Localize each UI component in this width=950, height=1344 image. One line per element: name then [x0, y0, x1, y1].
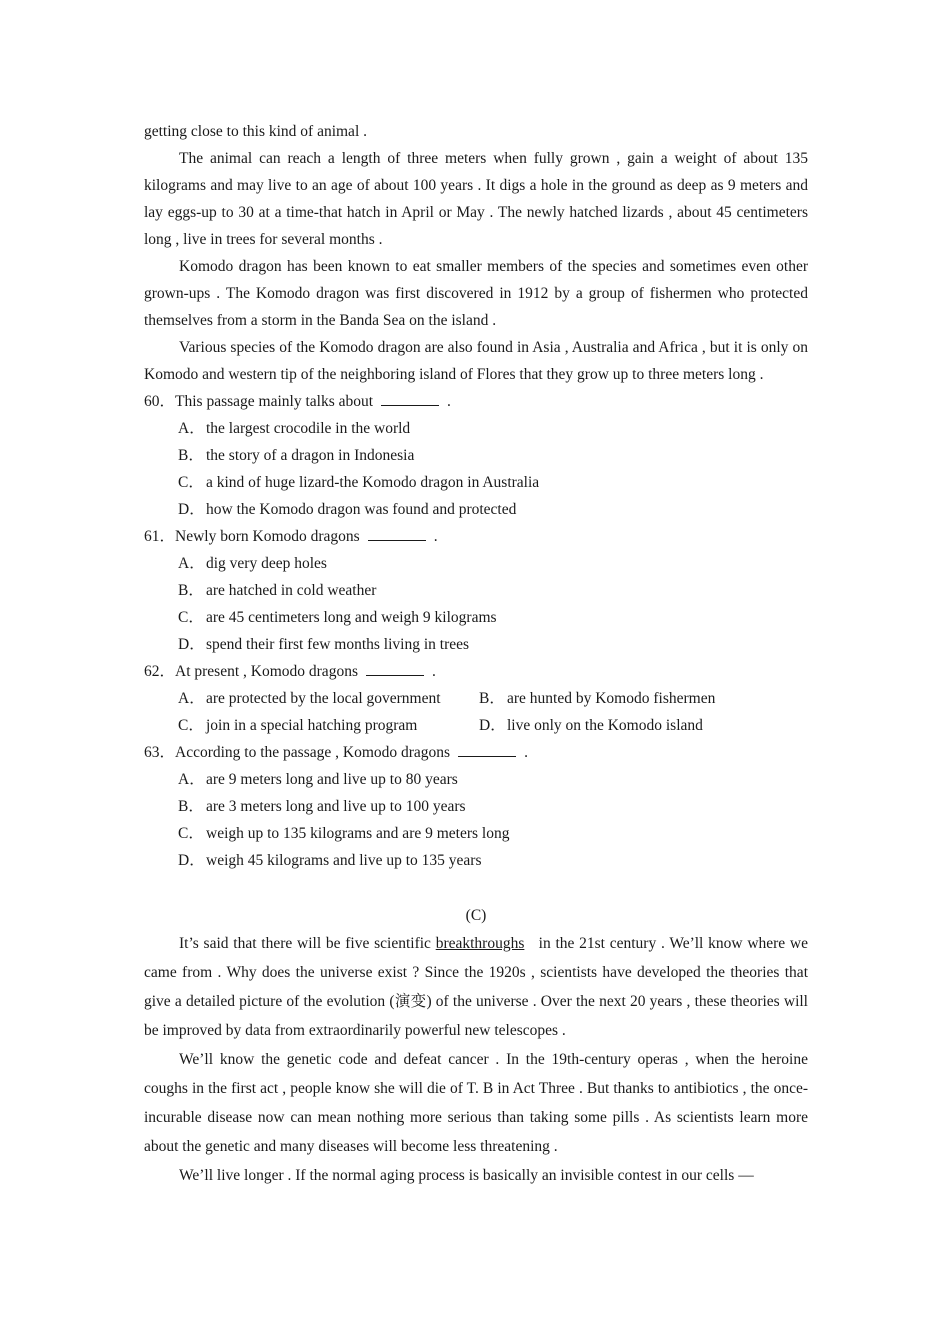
question-end: . — [447, 393, 451, 410]
question-stem: According to the passage , Komodo dragons — [175, 744, 451, 761]
option-letter: C． — [178, 474, 204, 491]
option-row-62-ab — [144, 685, 808, 712]
question-end: . — [524, 744, 528, 761]
question-62 — [144, 658, 808, 685]
answer-blank — [368, 526, 426, 541]
option-letter: A． — [178, 555, 205, 572]
option-letter: D． — [479, 717, 506, 734]
passage-b-paragraph-2: Komodo dragon has been known to eat smaller members of the species and sometimes even other grown-ups . The Komodo dragon was first discovered in 1912 by a group of fishermen who protected themselves from a storm in the Banda Sea on the island . — [144, 258, 808, 329]
option-text: are 9 meters long and live up to 80 years — [206, 771, 458, 788]
option-letter: D． — [178, 501, 205, 518]
question-60 — [144, 388, 808, 415]
passage-b-paragraph-3: Various species of the Komodo dragon are also found in Asia , Australia and Africa , but it is only on Komodo and western tip of the neighboring island of Flores that they grow up to three meters long . — [144, 339, 808, 383]
option-62-b — [479, 685, 715, 712]
option-text: how the Komodo dragon was found and protected — [206, 501, 517, 518]
option-text: are 45 centimeters long and weigh 9 kilograms — [206, 609, 497, 626]
passage-c-paragraph-3: We’ll live longer . If the normal aging process is basically an invisible contest in our cells — — [179, 1167, 754, 1184]
option-letter: A． — [178, 690, 205, 707]
question-63 — [144, 739, 808, 766]
option-text: weigh 45 kilograms and live up to 135 years — [206, 852, 482, 869]
underlined-word: breakthroughs — [435, 935, 525, 952]
section-heading-c: (C) — [465, 907, 487, 924]
option-letter: D． — [178, 636, 205, 653]
question-number: 60． — [144, 393, 176, 410]
option-text: join in a special hatching program — [206, 717, 418, 734]
option-text: are hunted by Komodo fishermen — [507, 690, 716, 707]
option-row-62-cd — [144, 712, 808, 739]
option-63-a — [144, 766, 808, 793]
option-letter: C． — [178, 717, 204, 734]
passage-c-paragraph-1 — [144, 929, 808, 1045]
option-60-c — [144, 469, 808, 496]
option-62-d — [479, 712, 703, 739]
question-end: . — [431, 663, 436, 680]
option-60-a — [144, 415, 808, 442]
option-text: are hatched in cold weather — [206, 582, 377, 599]
option-letter: B． — [178, 582, 204, 599]
passage-b-paragraph-1: The animal can reach a length of three meters when fully grown , gain a weight of about 135 kilograms and may live to an age of about 100 years . It digs a hole in the ground as deep as 9 meters and lay eggs-up to 30 at a time-that hatch in April or May . The newly hatched lizards , about 45 centimeters long , live in trees for several months . — [144, 150, 808, 248]
option-63-c — [144, 820, 808, 847]
question-stem: Newly born Komodo dragons — [175, 528, 360, 545]
option-letter: D． — [178, 852, 205, 869]
option-61-b — [144, 577, 808, 604]
option-63-d — [144, 847, 808, 874]
option-text: weigh up to 135 kilograms and are 9 meters long — [206, 825, 510, 842]
passage-c-paragraph-2: We’ll know the genetic code and defeat cancer . In the 19th-century operas , when the heroine coughs in the first act , people know she will die of T. B in Act Three . But thanks to antibiotics , the once-incurable disease now can mean nothing more serious than taking some pills . As scientists learn more about the genetic and many diseases will become less threatening . — [144, 1051, 808, 1155]
option-60-d — [144, 496, 808, 523]
answer-blank — [458, 742, 516, 757]
passage-b-continuation: getting close to this kind of animal . — [144, 123, 367, 140]
question-stem: At present , Komodo dragons — [175, 663, 358, 680]
question-end: . — [433, 528, 438, 545]
answer-blank — [381, 391, 439, 406]
option-text: the largest crocodile in the world — [206, 420, 411, 437]
option-text: live only on the Komodo island — [507, 717, 703, 734]
option-text: are 3 meters long and live up to 100 years — [206, 798, 466, 815]
option-61-c — [144, 604, 808, 631]
option-letter: A． — [178, 771, 205, 788]
option-61-d — [144, 631, 808, 658]
option-text: a kind of huge lizard-the Komodo dragon in Australia — [206, 474, 540, 491]
question-number: 63． — [144, 744, 176, 761]
option-letter: A． — [178, 420, 205, 437]
option-62-c — [178, 712, 479, 739]
option-letter: B． — [479, 690, 505, 707]
question-number: 61． — [144, 528, 176, 545]
option-60-b — [144, 442, 808, 469]
option-letter: B． — [178, 798, 204, 815]
option-61-a — [144, 550, 808, 577]
option-text: the story of a dragon in Indonesia — [206, 447, 415, 464]
option-62-a — [178, 685, 479, 712]
option-text: are protected by the local government — [206, 690, 441, 707]
option-63-b — [144, 793, 808, 820]
answer-blank — [366, 661, 424, 676]
option-text: spend their first few months living in trees — [206, 636, 470, 653]
option-letter: C． — [178, 609, 204, 626]
question-61 — [144, 523, 808, 550]
document-page — [144, 118, 808, 1190]
option-letter: C． — [178, 825, 204, 842]
option-letter: B． — [178, 447, 204, 464]
text-run: in the 21st century . We’ll know where we came from . Why does the universe exist ? Since the 1920s , scientists have developed the theories that give a detailed picture of the evolution (演变) of the universe . Over the next 20 years , these theories will be improved by data from extraordinarily powerful new telescopes . — [144, 935, 809, 1039]
question-number: 62． — [144, 663, 176, 680]
text-run: It’s said that there will be five scientific — [179, 935, 431, 952]
option-text: dig very deep holes — [206, 555, 327, 572]
question-stem: This passage mainly talks about — [175, 393, 374, 410]
